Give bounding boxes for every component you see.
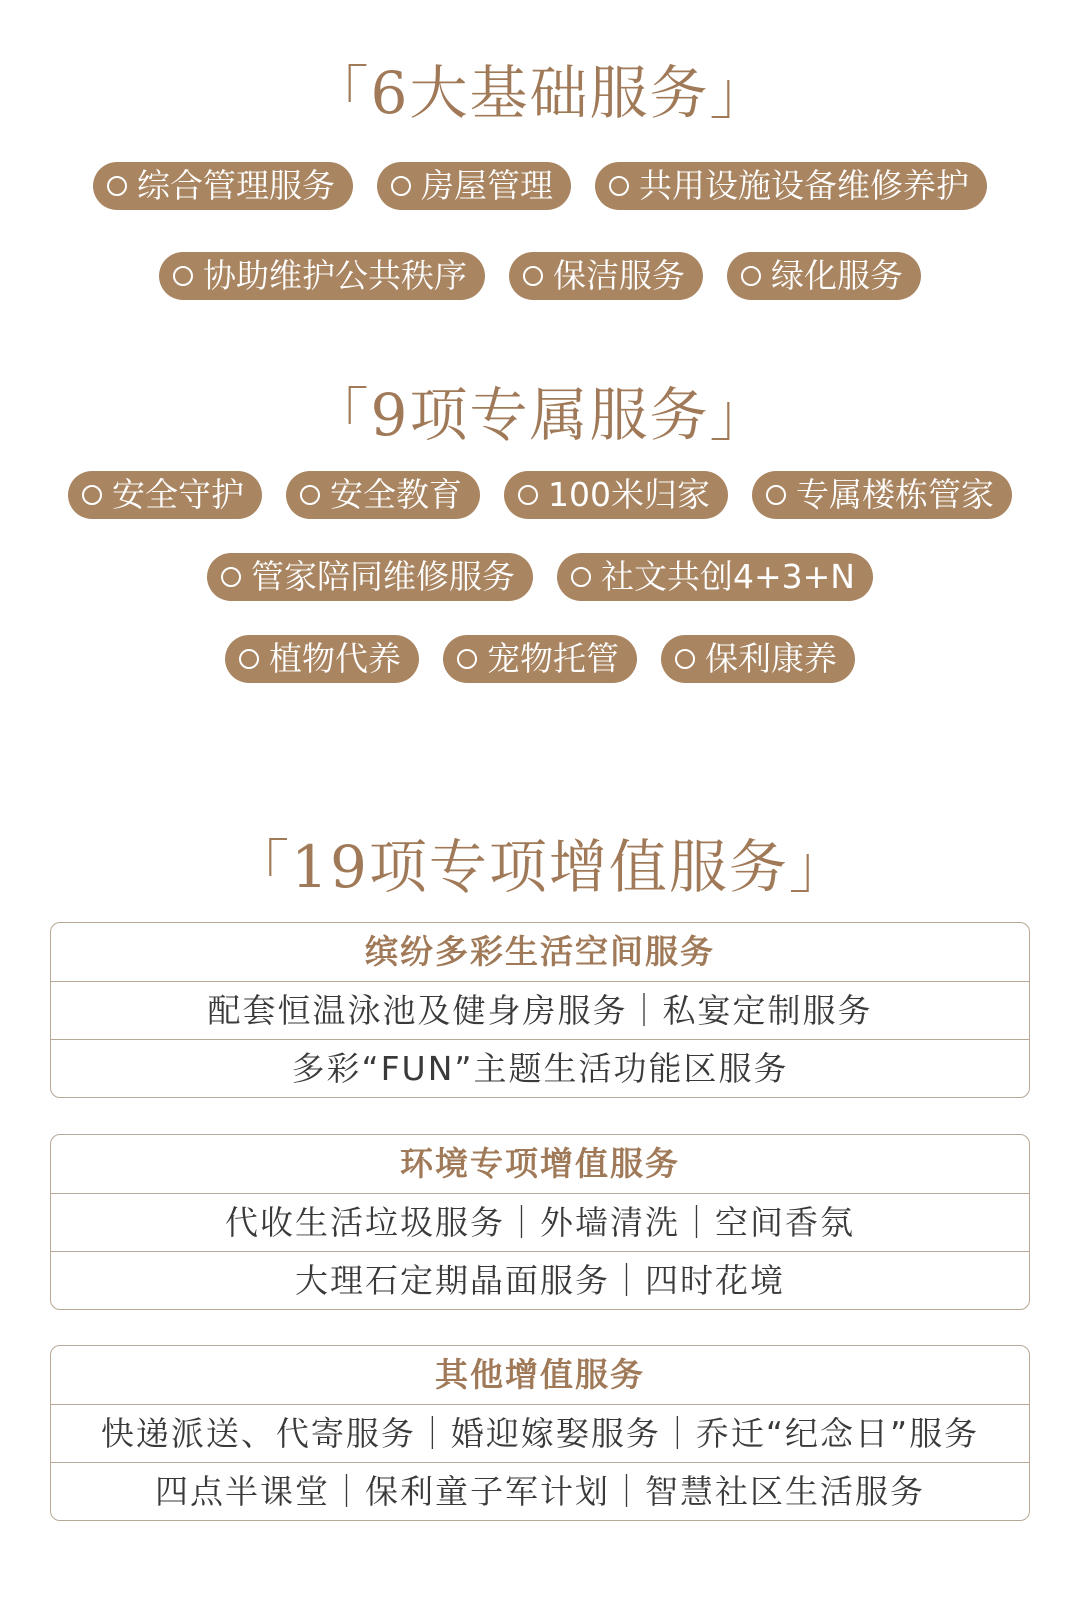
circle-icon: [221, 567, 241, 587]
service-tag: [509, 252, 703, 300]
service-table-heading: 其他增值服务: [435, 1355, 645, 1394]
service-tag-label: 综合管理服务: [137, 166, 335, 205]
service-tag-label: 保利康养: [705, 639, 837, 678]
service-tag-label: 植物代养: [269, 639, 401, 678]
service-tag: [443, 635, 637, 683]
service-tag: [207, 553, 533, 601]
basic-services-row-1: [0, 162, 1080, 210]
circle-icon: [239, 649, 259, 669]
service-tag-label: 绿化服务: [771, 256, 903, 295]
service-tag-label: 保洁服务: [553, 256, 685, 295]
service-tag-label: 宠物托管: [487, 639, 619, 678]
circle-icon: [391, 176, 411, 196]
service-tag: [727, 252, 921, 300]
circle-icon: [609, 176, 629, 196]
service-tag: [68, 471, 262, 519]
service-tag-label: 管家陪同维修服务: [251, 557, 515, 596]
exclusive-services-title: 「9项专属服务」: [310, 381, 770, 449]
circle-icon: [523, 266, 543, 286]
circle-icon: [457, 649, 477, 669]
service-table-other: [50, 1345, 1030, 1521]
circle-icon: [107, 176, 127, 196]
service-table-heading: 缤纷多彩生活空间服务: [365, 932, 715, 971]
service-tag: [286, 471, 480, 519]
exclusive-services-row-2: [0, 553, 1080, 601]
basic-services-row-2: [0, 252, 1080, 300]
circle-icon: [741, 266, 761, 286]
service-table-line: 四点半课堂｜保利童子军计划｜智慧社区生活服务: [51, 1462, 1029, 1520]
service-tag-label: 100米归家: [548, 475, 710, 514]
service-tag: [504, 471, 728, 519]
service-table-line: 配套恒温泳池及健身房服务｜私宴定制服务: [51, 981, 1029, 1039]
service-tag: [377, 162, 571, 210]
service-tag-label: 共用设施设备维修养护: [639, 166, 969, 205]
service-table-line: 多彩“FUN”主题生活功能区服务: [51, 1039, 1029, 1097]
service-tag-label: 房屋管理: [421, 166, 553, 205]
service-tag: [159, 252, 485, 300]
service-tag-label: 安全教育: [330, 475, 462, 514]
service-tag: [661, 635, 855, 683]
value-added-services-title: 「19项专项增值服务」: [231, 833, 849, 901]
circle-icon: [675, 649, 695, 669]
exclusive-services-row-1: [0, 471, 1080, 519]
service-table-line: 快递派送、代寄服务｜婚迎嫁娶服务｜乔迁“纪念日”服务: [51, 1404, 1029, 1462]
service-tag-label: 安全守护: [112, 475, 244, 514]
circle-icon: [766, 485, 786, 505]
service-tag: [225, 635, 419, 683]
service-tag: [595, 162, 987, 210]
service-tag: [93, 162, 353, 210]
circle-icon: [518, 485, 538, 505]
service-tag-label: 专属楼栋管家: [796, 475, 994, 514]
service-tag-label: 协助维护公共秩序: [203, 256, 467, 295]
exclusive-services-row-3: [0, 635, 1080, 683]
service-table-environment: [50, 1134, 1030, 1310]
service-table-line: 大理石定期晶面服务｜四时花境: [51, 1251, 1029, 1309]
circle-icon: [571, 567, 591, 587]
circle-icon: [173, 266, 193, 286]
service-table-lifestyle: [50, 922, 1030, 1098]
service-tag: [752, 471, 1012, 519]
basic-services-title: 「6大基础服务」: [310, 59, 770, 127]
circle-icon: [82, 485, 102, 505]
service-tag-label: 社文共创4+3+N: [601, 557, 855, 596]
service-table-heading: 环境专项增值服务: [400, 1144, 680, 1183]
service-tag: [557, 553, 873, 601]
circle-icon: [300, 485, 320, 505]
service-table-line: 代收生活垃圾服务｜外墙清洗｜空间香氛: [51, 1193, 1029, 1251]
